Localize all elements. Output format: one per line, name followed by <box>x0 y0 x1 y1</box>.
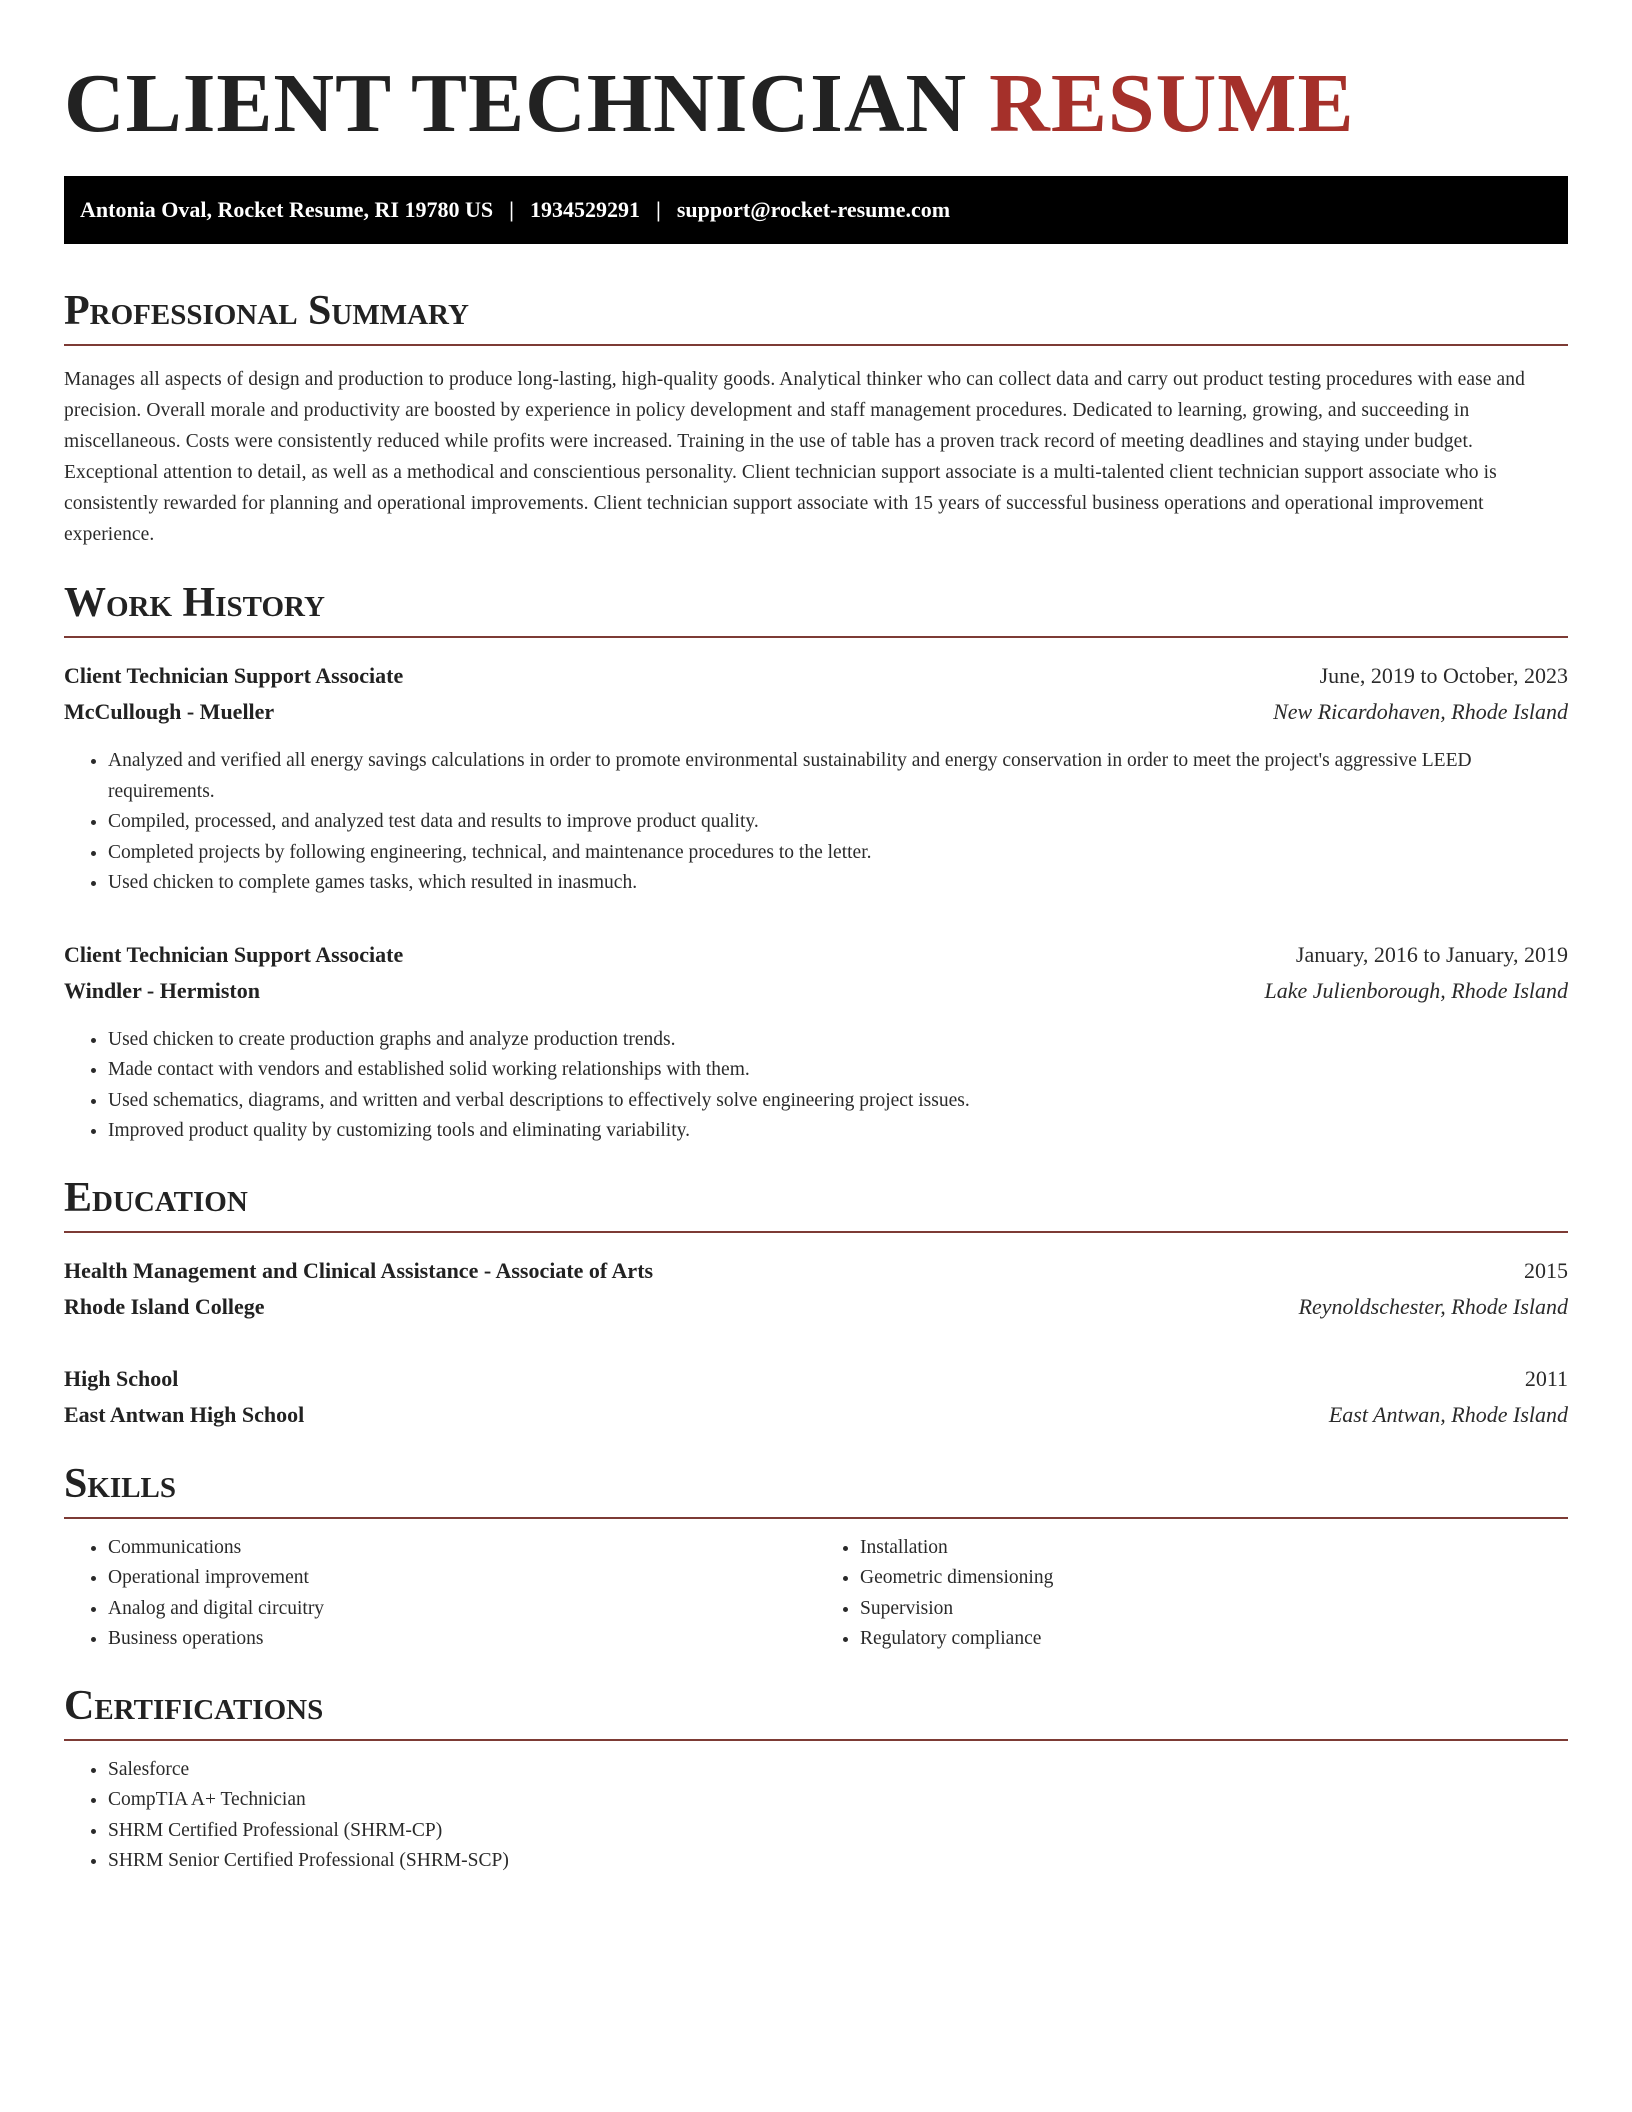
job-entry <box>64 658 1568 899</box>
certifications-list <box>64 1755 1568 1877</box>
job-title: Client Technician Support Associate <box>64 941 404 967</box>
skill-item: • Operational improvement <box>108 1563 816 1594</box>
contact-phone: 1934529291 <box>529 197 640 222</box>
skills-column-right <box>816 1533 1568 1655</box>
certification-item: • Salesforce <box>108 1755 1568 1786</box>
job-bullet: • Used schematics, diagrams, and written and verbal descriptions to effectively solve engineering project issues. <box>108 1086 1568 1117</box>
job-bullet: • Used chicken to create production graphs and analyze production trends. <box>108 1025 1568 1056</box>
education-school: East Antwan High School <box>64 1401 305 1427</box>
education-school-row <box>64 1397 1568 1433</box>
contact-address: Antonia Oval, Rocket Resume, RI 19780 US <box>80 197 494 222</box>
education-degree: Health Management and Clinical Assistance - Associate of Arts <box>64 1257 654 1283</box>
skill-item: • Business operations <box>108 1624 816 1655</box>
skill-item: • Supervision <box>860 1594 1568 1625</box>
contact-bar <box>64 176 1568 244</box>
education-degree-row <box>64 1361 1568 1397</box>
job-bullet: • Completed projects by following engineering, technical, and maintenance procedures to the letter. <box>108 838 1568 869</box>
education-entry <box>64 1361 1568 1433</box>
education-degree: High School <box>64 1365 179 1391</box>
job-dates: June, 2019 to October, 2023 <box>1319 663 1568 688</box>
job-company-row <box>64 973 1568 1009</box>
certification-item: • SHRM Senior Certified Professional (SHRM-SCP) <box>108 1846 1568 1877</box>
skill-item: • Analog and digital circuitry <box>108 1594 816 1625</box>
job-bullet: • Made contact with vendors and established solid working relationships with them. <box>108 1055 1568 1086</box>
job-location: New Ricardohaven, Rhode Island <box>1273 699 1568 724</box>
contact-separator: | <box>655 197 661 222</box>
skill-item: • Regulatory compliance <box>860 1624 1568 1655</box>
job-bullets <box>64 746 1568 899</box>
job-location: Lake Julienborough, Rhode Island <box>1264 977 1568 1003</box>
skills-column-left <box>64 1533 816 1655</box>
education-entry <box>64 1253 1568 1325</box>
certification-item: • SHRM Certified Professional (SHRM-CP) <box>108 1816 1568 1847</box>
section-heading-certifications: Certifications <box>64 1681 1568 1741</box>
education-school-row <box>64 1289 1568 1325</box>
job-title-row <box>64 937 1568 973</box>
job-title: Client Technician Support Associate <box>64 663 404 688</box>
job-bullets <box>64 1025 1568 1147</box>
certification-item: • CompTIA A+ Technician <box>108 1785 1568 1816</box>
contact-email: support@rocket-resume.com <box>676 197 951 222</box>
education-year: 2011 <box>1524 1365 1568 1391</box>
education-location: East Antwan, Rhode Island <box>1328 1401 1568 1427</box>
section-heading-summary: Professional Summary <box>64 286 1568 346</box>
title-accent: RESUME <box>989 57 1355 150</box>
job-company-row <box>64 694 1568 730</box>
education-degree-row <box>64 1253 1568 1289</box>
education-location: Reynoldschester, Rhode Island <box>1298 1293 1568 1319</box>
section-heading-skills: Skills <box>64 1459 1568 1519</box>
job-bullet: • Used chicken to complete games tasks, which resulted in inasmuch. <box>108 868 1568 899</box>
section-heading-work-history: Work History <box>64 578 1568 638</box>
skills-grid <box>64 1533 1568 1655</box>
job-dates: January, 2016 to January, 2019 <box>1295 941 1568 967</box>
title-main: CLIENT TECHNICIAN <box>64 57 968 150</box>
contact-separator: | <box>509 197 514 222</box>
job-title-row <box>64 658 1568 694</box>
job-entry <box>64 937 1568 1147</box>
summary-text: Manages all aspects of design and production to produce long-lasting, high-quality goods. Analytical thinker who can collect data and carry out product testing procedures with ease and precision. Overall morale and productivity are boosted by experience in policy development and staff management procedures. Dedicated to learning, growing, and succeeding in miscellaneous. Costs were consistently reduced while profits were increased. Training in the use of table has a proven track record of meeting deadlines and staying under budget. Exceptional attention to detail, as well as a methodical and conscientious personality. Client technician support associate is a multi-talented client technician support associate who is consistently rewarded for planning and operational improvements. Client technician support associate with 15 years of successful business operations and operational improvement experience. <box>64 369 1525 545</box>
job-bullet: • Compiled, processed, and analyzed test data and results to improve product quality. <box>108 807 1568 838</box>
education-year: 2015 <box>1524 1257 1568 1283</box>
education-school: Rhode Island College <box>64 1293 265 1319</box>
skill-item: • Communications <box>108 1533 816 1564</box>
job-company: McCullough - Mueller <box>64 699 275 724</box>
job-bullet: • Improved product quality by customizing tools and eliminating variability. <box>108 1116 1568 1147</box>
job-company: Windler - Hermiston <box>64 977 260 1003</box>
skill-item: • Installation <box>860 1533 1568 1564</box>
job-bullet: • Analyzed and verified all energy savings calculations in order to promote environmental sustainability and energy conservation in order to meet the project's aggressive LEED requirements. <box>108 746 1568 807</box>
skill-item: • Geometric dimensioning <box>860 1563 1568 1594</box>
resume-title <box>64 54 1568 154</box>
section-heading-education: Education <box>64 1173 1568 1233</box>
